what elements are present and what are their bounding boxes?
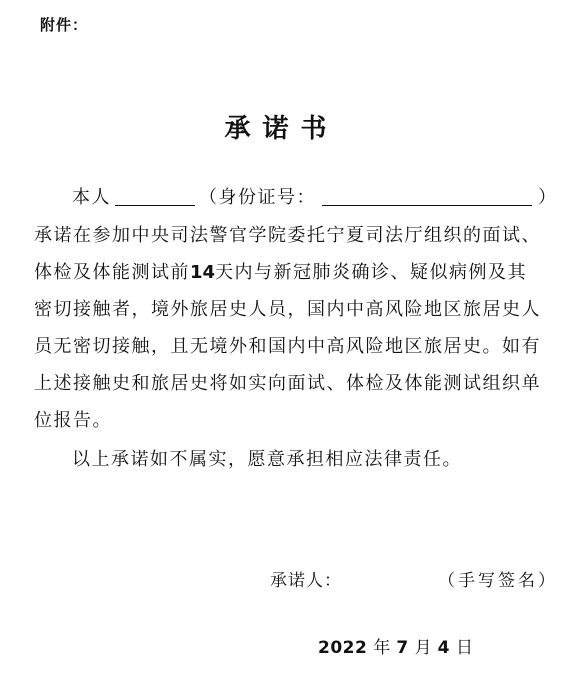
body-line: 上述接触史和旅居史将如实向面试、体检及体能测试组织单 (34, 373, 541, 394)
date-year: 2022 (318, 638, 368, 658)
id-number-label: （身份证号： (199, 187, 316, 208)
signature-note: （手写签名） (438, 571, 558, 591)
body-line: 承诺在参加中央司法警官学院委托宁夏司法厅组织的面试、 (34, 225, 541, 246)
body-line (34, 258, 527, 284)
signer-label: 承诺人： (270, 571, 342, 591)
body-line: 密切接触者，境外旅居史人员，国内中高风险地区旅居史人 (34, 299, 541, 320)
body-line: 员无密切接触，且无境外和国内中高风险地区旅居史。如有 (34, 336, 541, 357)
attachment-label: 附件： (40, 16, 89, 34)
days-number: 14 (190, 262, 216, 283)
name-blank (115, 187, 195, 206)
closing-statement: 以上承诺如不属实，愿意承担相应法律责任。 (72, 449, 462, 470)
identity-prefix: 本人 (72, 187, 111, 208)
date-year-unit: 年 (373, 638, 391, 658)
identity-suffix: ） (538, 187, 558, 208)
identity-line (72, 183, 558, 209)
date-month-unit: 月 (414, 638, 432, 658)
date-day: 4 (437, 638, 451, 658)
id-number-blank (322, 187, 532, 206)
signing-date (318, 633, 479, 658)
date-month: 7 (396, 638, 409, 658)
date-day-unit: 日 (456, 638, 474, 658)
document-title: 承诺书 (224, 114, 339, 144)
body-line: 位报告。 (34, 410, 112, 431)
body-line-part: 天内与新冠肺炎确诊、疑似病例及其 (215, 262, 528, 283)
body-line-part: 体检及体能测试前 (34, 262, 190, 283)
